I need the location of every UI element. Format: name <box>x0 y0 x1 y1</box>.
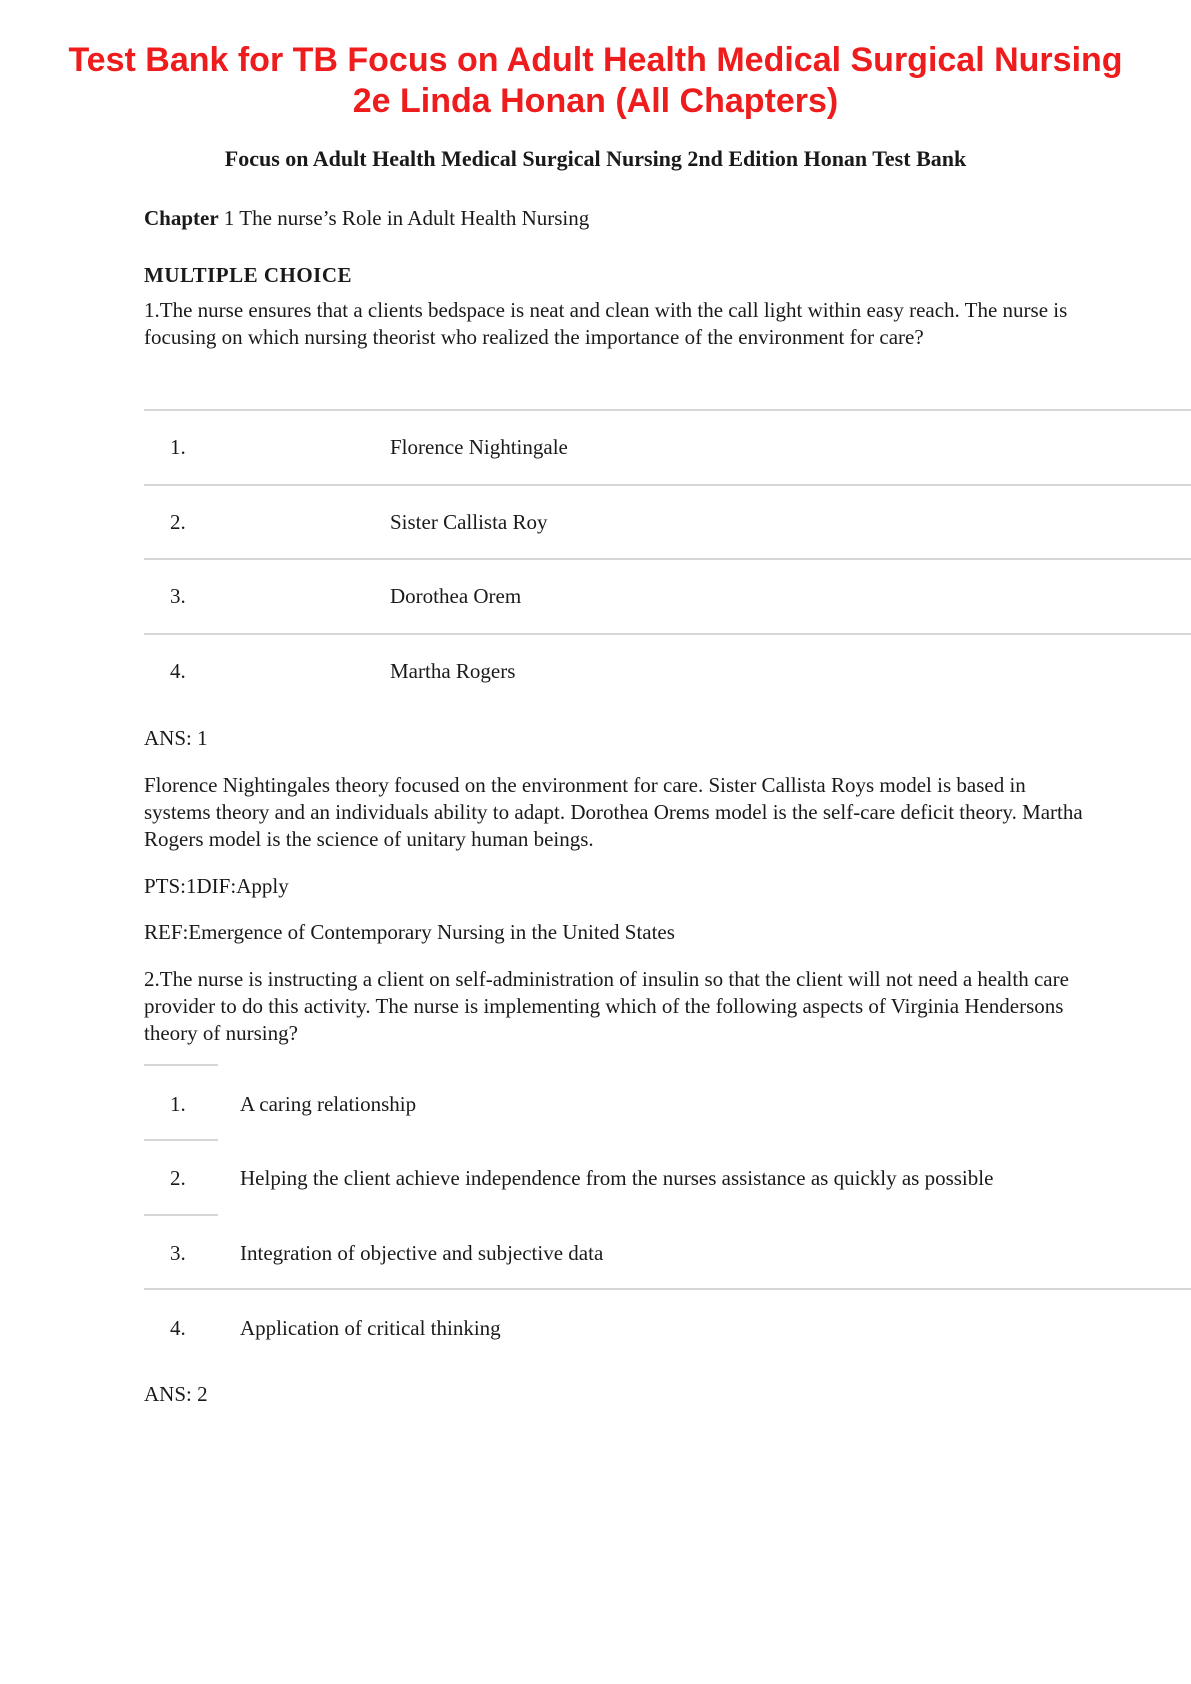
option-text: Dorothea Orem <box>390 584 522 608</box>
option-divider <box>144 558 1191 560</box>
option-number: 3. <box>170 1241 186 1265</box>
answer: ANS: 1 <box>144 726 208 750</box>
option-number: 3. <box>170 584 186 608</box>
chapter-heading <box>144 204 589 232</box>
answer: ANS: 2 <box>144 1382 208 1406</box>
option-number: 1. <box>170 1092 186 1116</box>
chapter-title: 1 The nurse’s Role in Adult Health Nursing <box>218 206 590 230</box>
option-text: Martha Rogers <box>390 659 516 683</box>
chapter-label: Chapter <box>144 206 219 230</box>
option-divider <box>144 1288 1191 1290</box>
option-text: A caring relationship <box>240 1092 417 1116</box>
option-divider <box>144 1214 218 1216</box>
option-divider <box>144 484 1191 486</box>
section-heading: MULTIPLE CHOICE <box>144 263 353 287</box>
option-text: Application of critical thinking <box>240 1316 501 1340</box>
option-divider <box>144 1139 218 1141</box>
option-number: 1. <box>170 435 186 459</box>
option-text: Integration of objective and subjective data <box>240 1241 604 1265</box>
option-text: Florence Nightingale <box>390 435 568 459</box>
option-divider <box>144 409 1191 411</box>
question-1-stem: 1.The nurse ensures that a clients bedspace is neat and clean with the call light within easy reach. The nurse is focusing on which nursing theorist who realized the importance of the environment for care? <box>144 298 1068 349</box>
option-number: 4. <box>170 659 186 683</box>
document-subtitle: Focus on Adult Health Medical Surgical Nursing 2nd Edition Honan Test Bank <box>224 146 967 171</box>
option-text: Helping the client achieve independence from the nurses assistance as quickly as possible <box>240 1166 994 1190</box>
question-2-stem: 2.The nurse is instructing a client on self-administration of insulin so that the client will not need a health care provider to do this activity. The nurse is implementing which of the following aspects of Virginia Hendersons theory of nursing? <box>144 967 1069 1045</box>
option-number: 4. <box>170 1316 186 1340</box>
option-divider <box>144 633 1191 635</box>
points-difficulty: PTS:1DIF:Apply <box>144 874 289 898</box>
option-text: Sister Callista Roy <box>390 510 548 534</box>
option-divider <box>144 1064 218 1066</box>
page-title: Test Bank for TB Focus on Adult Health Medical Surgical Nursing 2e Linda Honan (All Chapters) <box>68 41 1123 120</box>
option-number: 2. <box>170 1166 186 1190</box>
reference: REF:Emergence of Contemporary Nursing in the United States <box>144 920 675 944</box>
rationale: Florence Nightingales theory focused on the environment for care. Sister Callista Roys model is based in systems theory and an individuals ability to adapt. Dorothea Orems model is the self-care deficit theory. Martha Rogers model is the science of unitary human beings. <box>144 773 1083 851</box>
option-number: 2. <box>170 510 186 534</box>
